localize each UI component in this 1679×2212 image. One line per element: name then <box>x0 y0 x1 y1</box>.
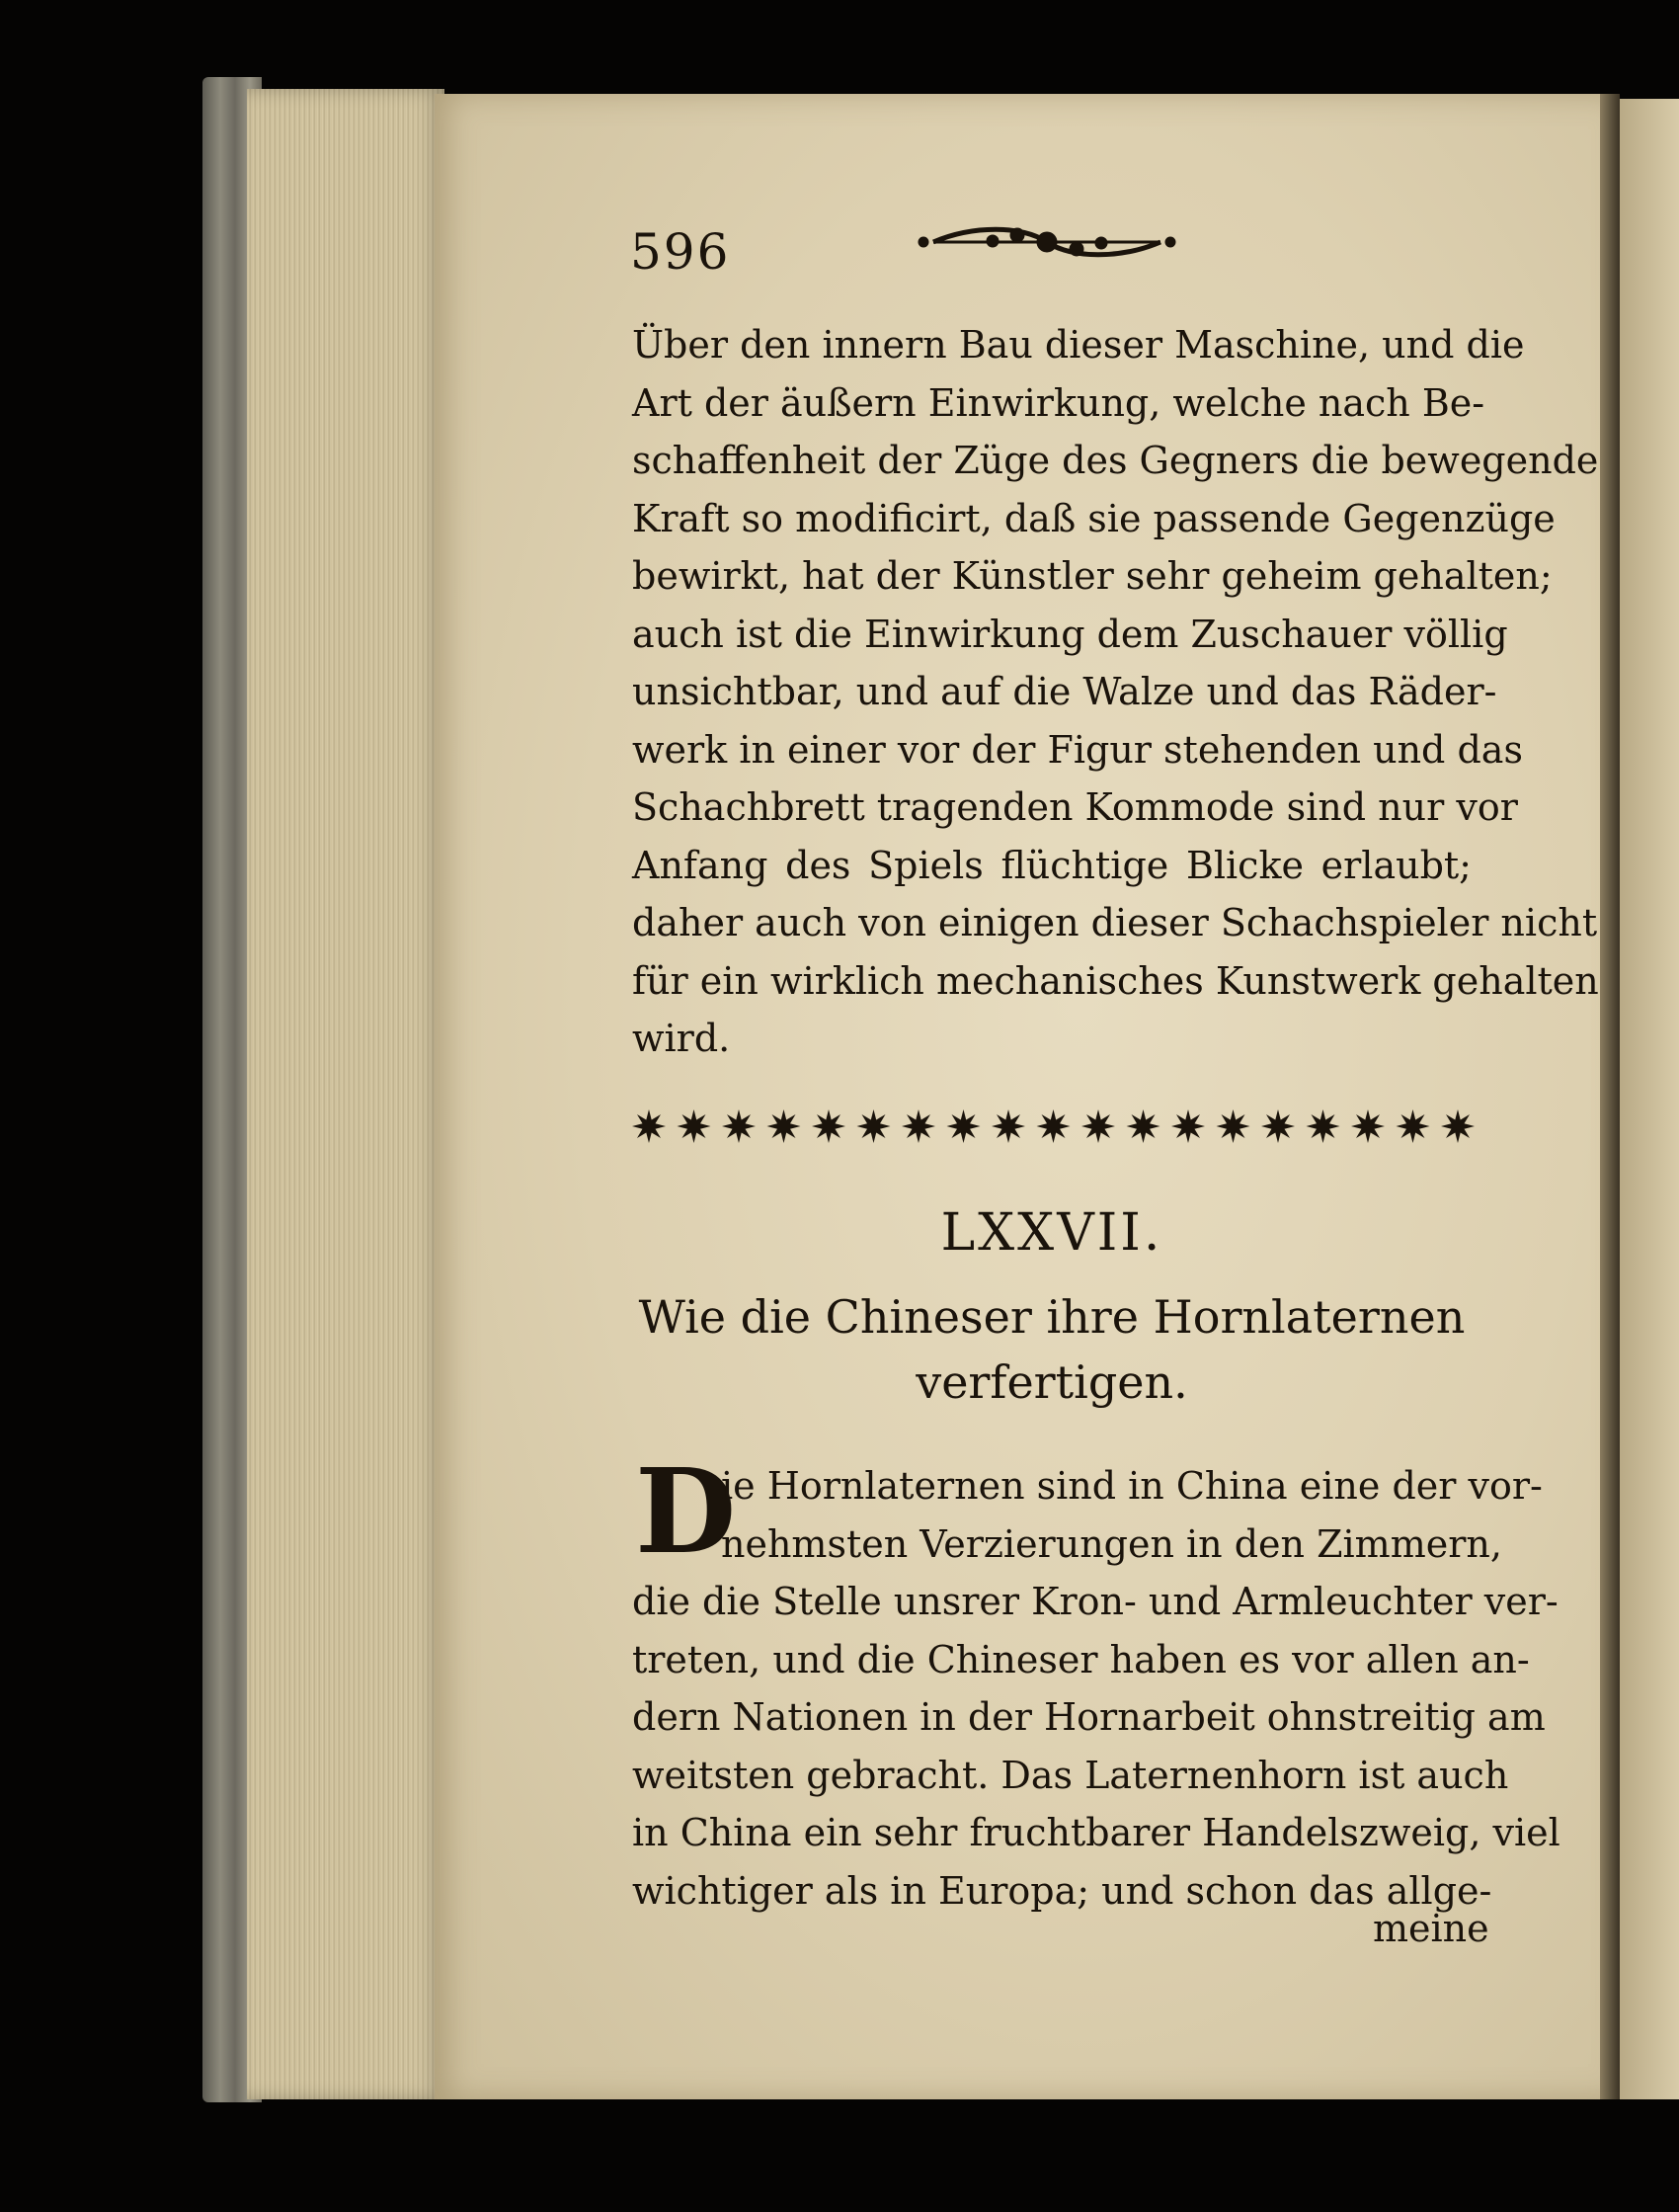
divider-star <box>722 1109 756 1143</box>
text-line: nehmsten Verzierungen in den Zimmern, <box>721 1521 1502 1566</box>
divider-star <box>812 1109 845 1143</box>
text-line: in China ein sehr fruchtbarer Handelszweig, viel <box>632 1811 1560 1854</box>
text-line: unsichtbar, und auf die Walze und das Räder- <box>632 670 1497 713</box>
text-line: die die Stelle unsrer Kron- und Armleuchter ver- <box>632 1580 1559 1623</box>
text-line: wichtiger als in Europa; und schon das allge- <box>632 1868 1492 1913</box>
divider-star <box>1397 1109 1430 1143</box>
divider-star <box>1217 1109 1250 1143</box>
divider-star <box>767 1109 801 1143</box>
text-line: treten, und die Chineser haben es vor allen an- <box>632 1637 1530 1681</box>
divider-star <box>947 1109 981 1143</box>
chapter-title <box>632 1284 1472 1415</box>
chapter-title-line: verfertigen. <box>916 1355 1188 1409</box>
text-line: Anfang des Spiels flüchtige Blicke erlaubt; <box>632 843 1472 887</box>
text-line: bewirkt, hat der Künstler sehr geheim gehalten; <box>632 554 1553 598</box>
divider-star <box>1441 1109 1475 1143</box>
page-edges <box>247 89 444 2099</box>
divider-star <box>678 1109 711 1143</box>
divider-star <box>1261 1109 1295 1143</box>
divider-star <box>1171 1109 1205 1143</box>
text-line: für ein wirklich mechanisches Kunstwerk gehalten <box>632 958 1599 1003</box>
divider-star <box>1307 1109 1340 1143</box>
text-line: dern Nationen in der Hornarbeit ohnstreitig am <box>632 1695 1546 1739</box>
text-line: Kraft so modificirt, daß sie passende Gegenzüge <box>632 496 1556 540</box>
chapter-number: LXXVII. <box>940 1203 1163 1263</box>
text-line: auch ist die Einwirkung dem Zuschauer völlig <box>632 612 1508 656</box>
divider-star <box>1127 1109 1160 1143</box>
divider-star <box>632 1109 666 1143</box>
paragraph-2 <box>632 1457 1560 1920</box>
paragraph-1 <box>632 316 1599 1068</box>
text-line: Schachbrett tragenden Kommode sind nur vor <box>632 785 1518 829</box>
text-line: Art der äußern Einwirkung, welche nach Be- <box>632 380 1485 425</box>
text-line: wird. <box>632 1017 731 1060</box>
text-line: werk in einer vor der Figur stehenden und das <box>632 727 1523 772</box>
drop-cap: D <box>635 1442 737 1580</box>
text-line: schaffenheit der Züge des Gegners die bewegende <box>632 439 1599 482</box>
divider-star <box>902 1109 935 1143</box>
divider-star <box>857 1109 891 1143</box>
page-number: 596 <box>630 223 731 281</box>
text-line: daher auch von einigen dieser Schachspieler nicht <box>632 901 1598 944</box>
text-line: weitsten gebracht. Das Laternenhorn ist auch <box>632 1753 1509 1797</box>
divider-star <box>1037 1109 1071 1143</box>
book-gutter <box>1600 94 1620 2099</box>
divider-star <box>992 1109 1025 1143</box>
text-line: Über den innern Bau dieser Maschine, und die <box>632 323 1525 367</box>
section-divider-ornament <box>627 1105 1477 1148</box>
facing-page-edge <box>1620 99 1679 2099</box>
chapter-title-line: Wie die Chineser ihre Hornlaternen <box>638 1290 1466 1344</box>
divider-star <box>1081 1109 1115 1143</box>
header-ornament <box>914 219 1180 265</box>
text-line: ie Hornlaternen sind in China eine der vor- <box>721 1464 1543 1508</box>
catchword: meine <box>1373 1907 1489 1950</box>
divider-star <box>1351 1109 1385 1143</box>
